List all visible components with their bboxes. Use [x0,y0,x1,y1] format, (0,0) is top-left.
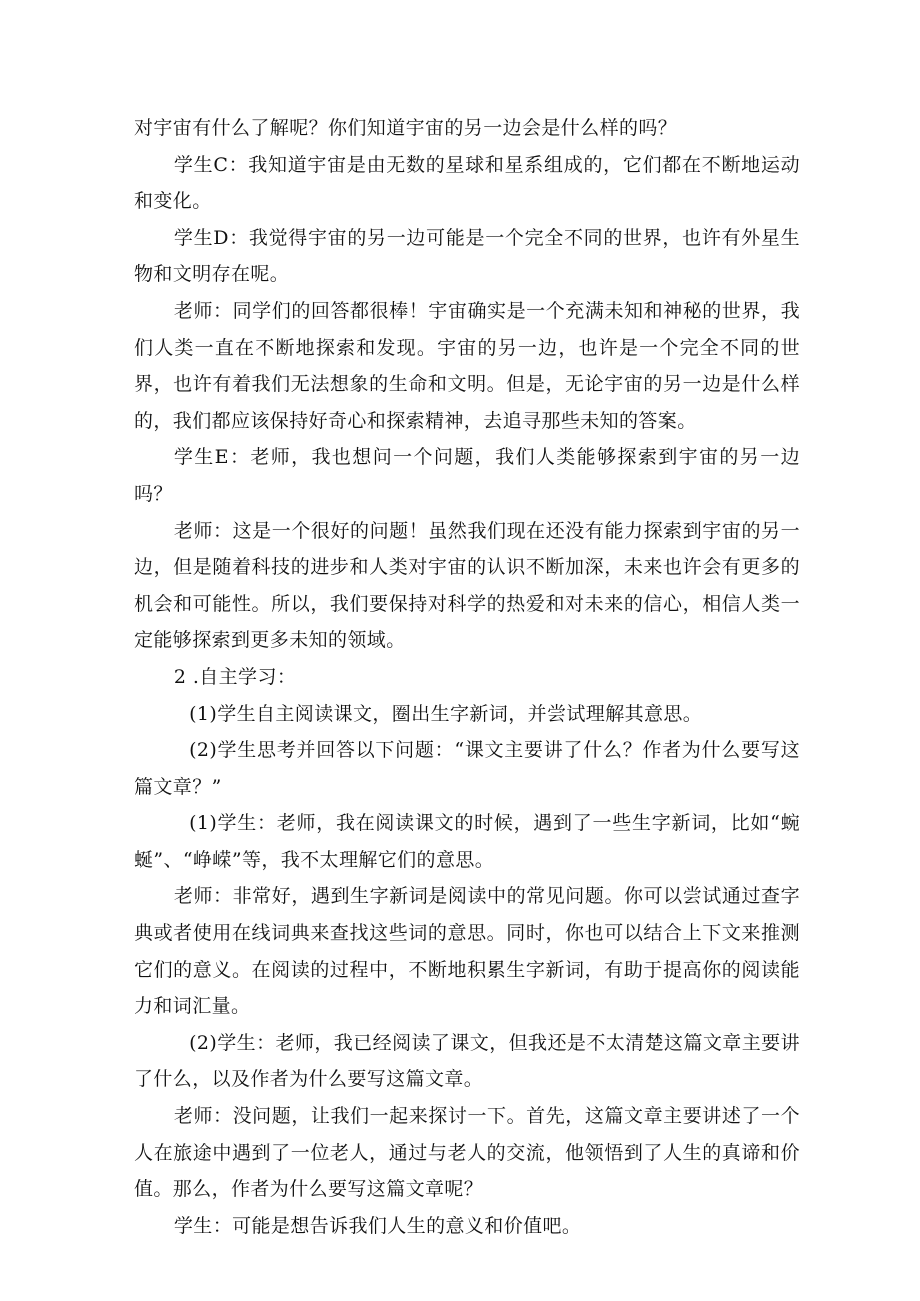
section-heading-self-study: 2 .自主学习： [173,665,297,688]
paragraph-teacher-reply-4: 老师：没问题，让我们一起来探讨一下。首先，这篇文章主要讲述了一个人在旅途中遇到了一位老人，通过与老人的交流，他领悟到了人生的真谛和价值。那么，作者为什么要写这篇文章呢？ [134,1105,800,1201]
list-item-2: (2)学生思考并回答以下问题：“课文主要讲了什么？作者为什么要写这篇文章？” [134,739,800,798]
paragraph-teacher-reply-1: 老师：同学们的回答都很棒！宇宙确实是一个充满未知和神秘的世界，我们人类一直在不断地探索和发现。宇宙的另一边，也许是一个完全不同的世界，也许有着我们无法想象的生命和文明。但是，无论宇宙的另一边是什么样的，我们都应该保持好奇心和探索精神，去追寻那些未知的答案。 [134,299,800,432]
paragraph-continuation: 对宇宙有什么了解呢？你们知道宇宙的另一边会是什么样的吗？ [134,117,678,139]
paragraph-student-e: 学生E：老师，我也想问一个问题，我们人类能够探索到宇宙的另一边吗？ [134,446,800,505]
paragraph-teacher-reply-2: 老师：这是一个很好的问题！虽然我们现在还没有能力探索到宇宙的另一边，但是随着科技的进步和人类对宇宙的认识不断加深，未来也许会有更多的机会和可能性。所以，我们要保持对科学的热爱和对未来的信心，相信人类一定能够探索到更多未知的领域。 [134,519,800,652]
paragraph-student-d: 学生D：我觉得宇宙的另一边可能是一个完全不同的世界，也许有外星生物和文明存在呢。 [134,226,800,286]
paragraph-student-answer: 学生：可能是想告诉我们人生的意义和价值吧。 [173,1214,582,1237]
student-question-1: (1)学生：老师，我在阅读课文的时候，遇到了一些生字新词，比如“蜿蜒”、“峥嵘”等，我不太理解它们的意思。 [134,812,800,871]
list-item-1: (1)学生自主阅读课文，圈出生字新词，并尝试理解其意思。 [189,702,703,725]
paragraph-teacher-reply-3: 老师：非常好，遇到生字新词是阅读中的常见问题。你可以尝试通过查字典或者使用在线词典来查找这些词的意思。同时，你也可以结合上下文来推测它们的意义。在阅读的过程中，不断地积累生字新词，有助于提高你的阅读能力和词汇量。 [134,885,800,1018]
document-body [134,110,800,1244]
paragraph-student-c: 学生C：我知道宇宙是由无数的星球和星系组成的，它们都在不断地运动和变化。 [134,153,800,213]
student-question-2: (2)学生：老师，我已经阅读了课文，但我还是不太清楚这篇文章主要讲了什么，以及作者为什么要写这篇文章。 [134,1031,800,1091]
